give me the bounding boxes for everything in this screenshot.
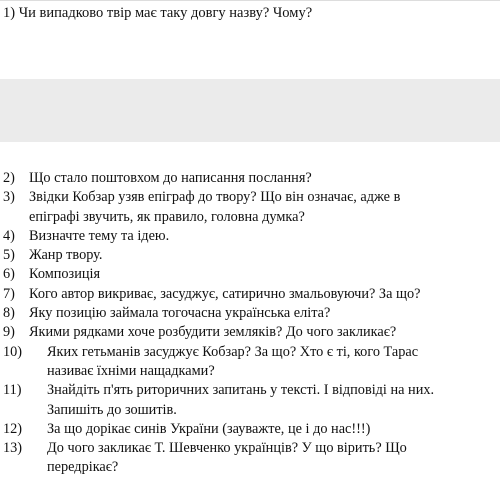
question-number: 9) (3, 324, 15, 341)
question-list (3, 169, 497, 478)
question-text (29, 169, 497, 188)
question-text (29, 188, 497, 227)
question-item (3, 343, 497, 382)
question-number: 4) (3, 227, 15, 244)
question-text: Чи випадково твір має таку довгу назву? Чому? (18, 5, 313, 21)
question-item (3, 246, 497, 265)
question-item (3, 381, 497, 420)
question-item (3, 439, 497, 478)
question-item (3, 227, 497, 246)
page-top-edge (0, 0, 500, 1)
question-item (3, 420, 497, 439)
separator-band (0, 79, 500, 142)
question-text-line: Жанр твору. (29, 247, 103, 264)
question-text (29, 285, 497, 304)
question-text-line: передрікає? (47, 459, 119, 476)
question-number: 2) (3, 170, 15, 186)
question-number: 11) (3, 382, 22, 399)
question-number: 13) (3, 440, 23, 457)
question-text (47, 420, 497, 439)
question-text-line: За що дорікає синів України (зауважте, це і до нас!!!) (47, 420, 371, 437)
question-text-line: Запишіть до зошитів. (47, 401, 177, 418)
question-item (3, 304, 497, 323)
question-item (3, 265, 497, 284)
question-number: 1) (3, 5, 16, 21)
question-text-line: Яку позицію займала тогочасна українська еліта? (29, 305, 331, 322)
question-number: 10) (3, 343, 23, 360)
question-text-line: Композиція (29, 266, 101, 283)
question-text (29, 304, 497, 323)
question-number: 3) (3, 189, 15, 206)
question-text-line: Яких гетьманів засуджує Кобзар? За що? Хто є ті, кого Тарас (47, 343, 419, 360)
question-item (3, 285, 497, 304)
question-number: 8) (3, 305, 15, 322)
question-text (29, 265, 497, 284)
question-number: 12) (3, 420, 23, 437)
question-item (3, 323, 497, 342)
question-text-line: Знайдіть п'ять риторичних запитань у тексті. І відповіді на них. (47, 382, 435, 399)
question-text-line: епіграфі звучить, як правило, головна думка? (29, 208, 305, 225)
cut-off-text-line (0, 493, 500, 503)
question-1 (3, 4, 312, 22)
question-item (3, 188, 497, 227)
question-text (29, 246, 497, 265)
question-item (3, 169, 497, 188)
question-text (29, 227, 497, 246)
question-text-line: Звідки Кобзар узяв епіграф до твору? Що він означає, адже в (29, 189, 401, 206)
question-text-line: Що стало поштовхом до написання послання? (29, 170, 312, 186)
question-text (47, 439, 497, 478)
question-text (47, 381, 497, 420)
question-number: 7) (3, 285, 15, 302)
question-text-line: Якими рядками хоче розбудити земляків? До чого закликає? (29, 324, 397, 341)
question-text (47, 343, 497, 382)
question-text-line: Кого автор викриває, засуджує, сатирично змальовуючи? За що? (29, 285, 421, 302)
question-text (29, 323, 497, 342)
question-text-line: До чого закликає Т. Шевченко українців? У що вірить? Що (47, 440, 407, 457)
question-text-line: називає їхніми нащадками? (47, 362, 215, 379)
question-number: 6) (3, 266, 15, 283)
question-number: 5) (3, 247, 15, 264)
question-text-line: Визначте тему та ідею. (29, 227, 170, 244)
